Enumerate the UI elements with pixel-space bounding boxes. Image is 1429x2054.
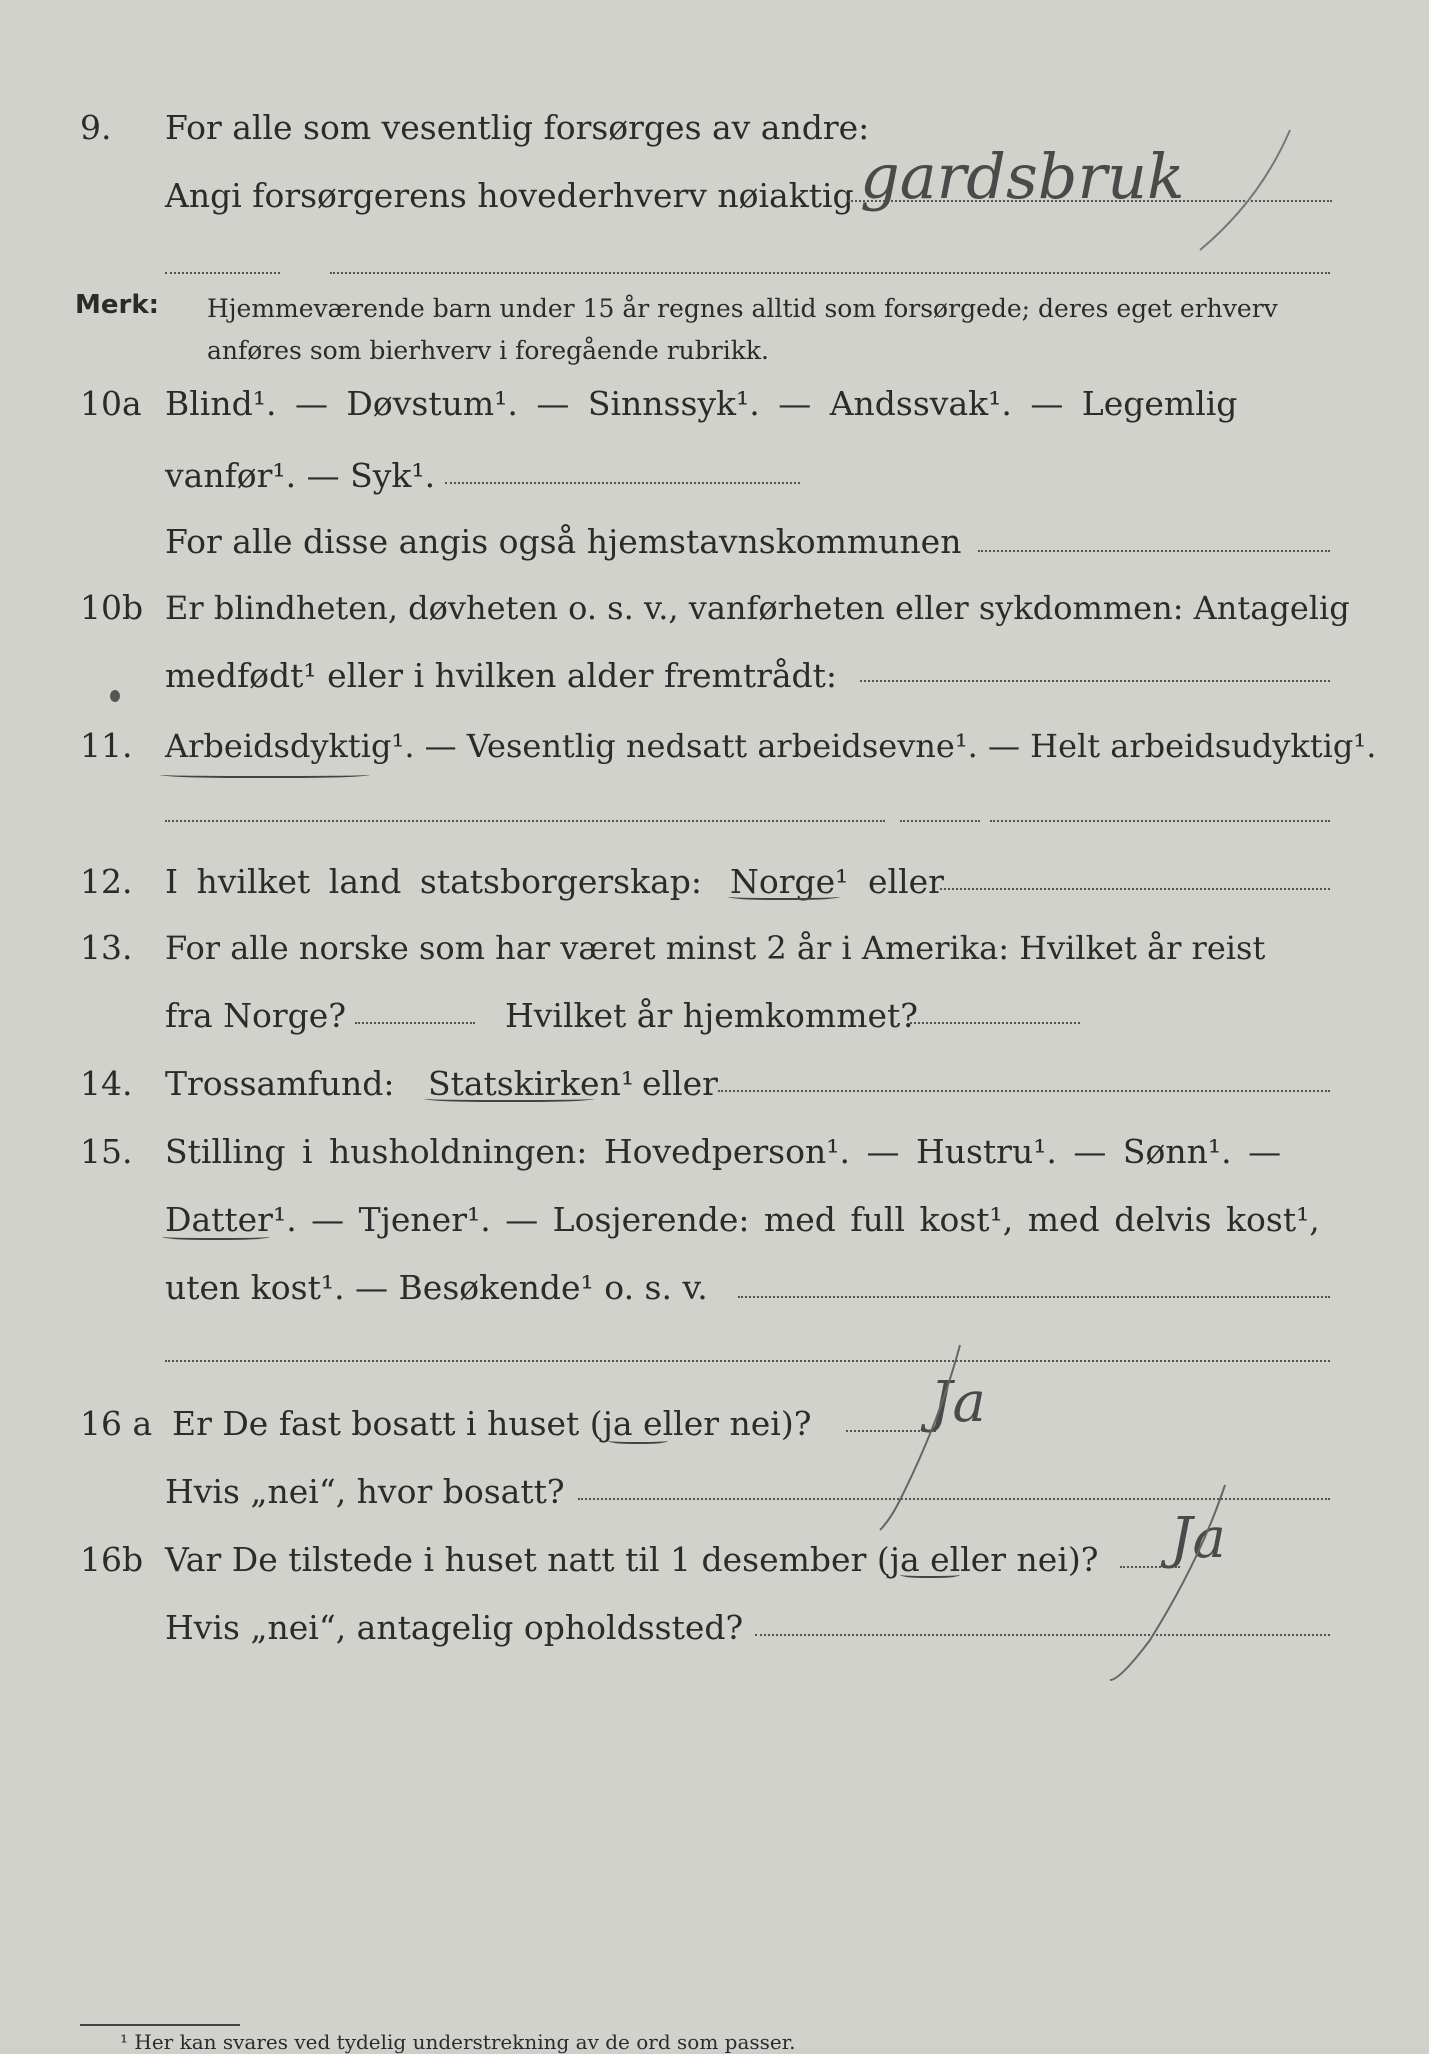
q11-line1: Arbeidsdyktig¹. — Vesentlig nedsatt arbeidsevne¹. — Helt arbeidsudyktig¹. (165, 727, 1377, 765)
footnote-text: ¹ Her kan svares ved tydelig understrekning av de ord som passer. (120, 2030, 796, 2054)
merk-label: Merk: (75, 290, 160, 320)
q16a-number: 16 a (80, 1404, 153, 1443)
q16b-line2: Hvis „nei“, antagelig opholdssted? (165, 1608, 744, 1647)
q10b-line1: Er blindheten, døvheten o. s. v., vanførheten eller sykdommen: Antagelig (165, 589, 1350, 627)
q13-number: 13. (80, 928, 133, 967)
q15-line2: Datter¹. — Tjener¹. — Losjerende: med full kost¹, med delvis kost¹, (165, 1200, 1320, 1239)
q13-line2a: fra Norge? (165, 996, 347, 1035)
q14-line1a: Trossamfund: (165, 1064, 395, 1103)
q12-number: 12. (80, 862, 133, 901)
q16b-line1: Var De tilstede i huset natt til 1 desember (ja eller nei)? (165, 1540, 1099, 1579)
q16b-handwritten-answer: Ja (1170, 1506, 1226, 1571)
q11-number: 11. (80, 726, 133, 765)
q10a-line3: For alle disse angis også hjemstavnskommunen (165, 522, 962, 561)
merk-text: Hjemmeværende barn under 15 år regnes alltid som forsørgede; deres eget erhverv anføres som bierhverv i foregående rubrikk. (207, 294, 1278, 365)
q16b-number: 16b (80, 1540, 144, 1579)
q9-number: 9. (80, 108, 112, 147)
q12-line1b: Norge¹ (730, 862, 849, 901)
q9-line1: For alle som vesentlig forsørges av andre: (165, 108, 870, 147)
q15-line3: uten kost¹. — Besøkende¹ o. s. v. (165, 1268, 708, 1307)
q12-line1c: eller (868, 862, 944, 901)
q13-line2b: Hvilket år hjemkommet? (505, 996, 918, 1035)
q14-line1c: eller (642, 1064, 718, 1103)
q15-line1: Stilling i husholdningen: Hovedperson¹. — Hustru¹. — Sønn¹. — (165, 1132, 1282, 1171)
q13-line1: For alle norske som har været minst 2 år i Amerika: Hvilket år reist (165, 929, 1266, 967)
q10a-number: 10a (80, 384, 142, 423)
q14-number: 14. (80, 1064, 133, 1103)
q10a-line2: vanfør¹. — Syk¹. (165, 456, 436, 495)
q12-line1a: I hvilket land statsborgerskap: (165, 862, 703, 901)
q14-line1b: Statskirken¹ (428, 1064, 635, 1103)
q16a-handwritten-answer: Ja (930, 1370, 986, 1435)
q16a-line1: Er De fast bosatt i huset (ja eller nei)? (172, 1404, 812, 1443)
q15-number: 15. (80, 1132, 133, 1171)
q9-line2: Angi forsørgerens hovederhverv nøiaktig (165, 176, 854, 215)
q10a-line1: Blind¹. — Døvstum¹. — Sinnssyk¹. — Andssvak¹. — Legemlig (165, 384, 1238, 423)
q16a-line2: Hvis „nei“, hvor bosatt? (165, 1472, 565, 1511)
q9-handwritten-answer: gardsbruk (860, 140, 1185, 213)
footnote-rule (80, 2024, 240, 2026)
q10b-number: 10b (80, 588, 144, 627)
q10b-line2: medfødt¹ eller i hvilken alder fremtrådt: (165, 656, 838, 695)
